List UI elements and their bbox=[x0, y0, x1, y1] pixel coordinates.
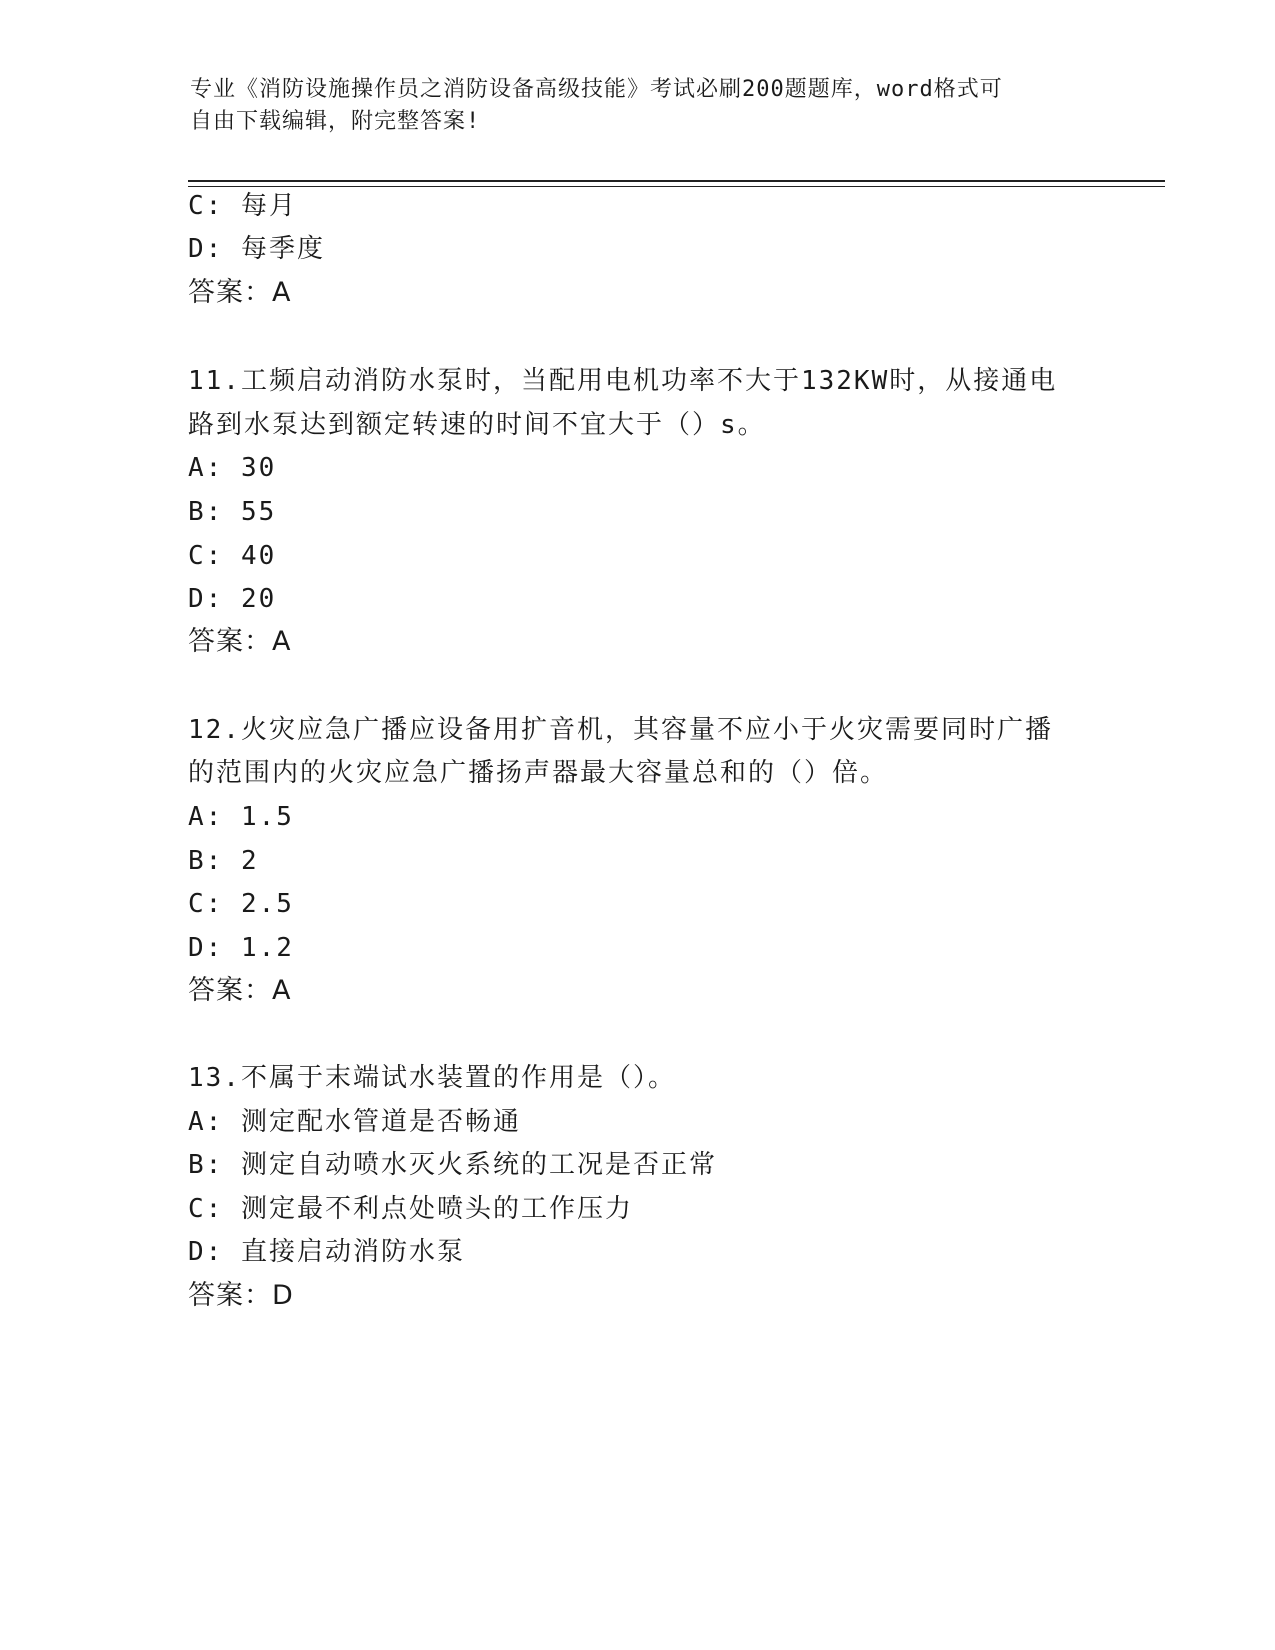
option-c: C: 测定最不利点处喷头的工作压力 bbox=[188, 1194, 633, 1224]
option-b: B: 测定自动喷水灭火系统的工况是否正常 bbox=[188, 1150, 717, 1180]
option-b: B: 55 bbox=[188, 497, 277, 527]
option-b: B: 2 bbox=[188, 846, 259, 876]
question-stem-line: 11.工频启动消防水泵时，当配用电机功率不大于132KW时，从接通电 bbox=[188, 366, 1058, 396]
question-stem-line: 的范围内的火灾应急广播扬声器最大容量总和的（）倍。 bbox=[188, 758, 889, 788]
option-c: C: 40 bbox=[188, 541, 277, 571]
answer-line: 答案：A bbox=[188, 626, 292, 657]
option-c: C: 每月 bbox=[188, 191, 297, 221]
option-a: A: 1.5 bbox=[188, 802, 294, 832]
question-stem-line: 12.火灾应急广播应设备用扩音机，其容量不应小于火灾需要同时广播 bbox=[188, 715, 1053, 745]
answer-line: 答案：D bbox=[188, 1280, 294, 1311]
option-a: A: 30 bbox=[188, 453, 277, 483]
answer-line: 答案：A bbox=[188, 277, 292, 308]
option-d: D: 20 bbox=[188, 584, 277, 614]
header-line-2: 自由下载编辑，附完整答案! bbox=[190, 109, 481, 134]
question-stem-line: 13.不属于末端试水装置的作用是（）。 bbox=[188, 1063, 676, 1093]
question-stem-line: 路到水泵达到额定转速的时间不宜大于（）s。 bbox=[188, 410, 766, 440]
option-c: C: 2.5 bbox=[188, 889, 294, 919]
document-header bbox=[190, 74, 1090, 138]
option-a: A: 测定配水管道是否畅通 bbox=[188, 1107, 521, 1137]
option-d: D: 1.2 bbox=[188, 933, 294, 963]
header-divider-thick bbox=[188, 180, 1165, 182]
header-divider-thin bbox=[188, 186, 1165, 187]
option-d: D: 每季度 bbox=[188, 234, 325, 264]
header-line-1: 专业《消防设施操作员之消防设备高级技能》考试必刷200题题库，word格式可 bbox=[190, 77, 1003, 102]
answer-line: 答案：A bbox=[188, 975, 292, 1006]
option-d: D: 直接启动消防水泵 bbox=[188, 1237, 465, 1267]
